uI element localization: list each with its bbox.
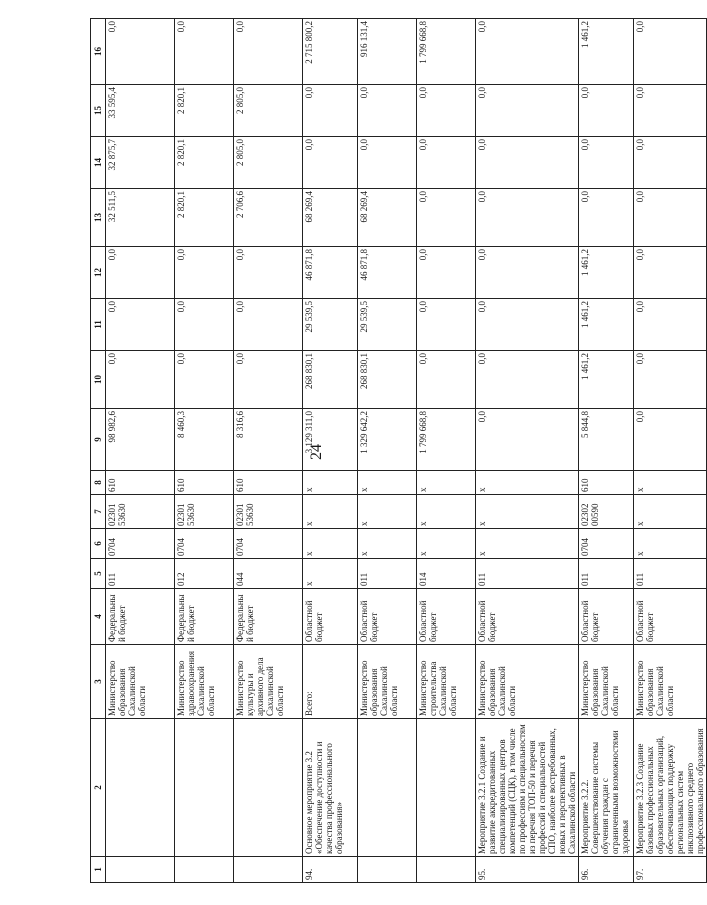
page-number: 24 — [308, 444, 325, 460]
amount: 32 511,5 — [106, 189, 175, 247]
col-header: 14 — [91, 137, 106, 189]
col-header: 3 — [91, 645, 106, 719]
cell: х — [417, 495, 476, 529]
amount: 0,0 — [476, 189, 579, 247]
table-row — [234, 19, 303, 883]
amount: 0,0 — [476, 409, 579, 471]
cell: 0704 — [175, 529, 234, 559]
cell: х — [358, 495, 417, 529]
measure-name: Основное мероприятие 3.2 «Обеспечение доступности и качества профессионального образования» — [303, 719, 358, 857]
amount: 0,0 — [175, 351, 234, 409]
cell: 610 — [106, 471, 175, 495]
col-header: 13 — [91, 189, 106, 247]
amount: 0,0 — [476, 299, 579, 351]
amount: 0,0 — [234, 247, 303, 299]
col-header: 11 — [91, 299, 106, 351]
header-row — [91, 19, 106, 883]
amount: 1 461,2 — [579, 247, 634, 299]
cell: 02302 00590 — [579, 495, 634, 529]
row-number: 97. — [634, 857, 707, 883]
amount: 0,0 — [234, 351, 303, 409]
amount: 0,0 — [175, 247, 234, 299]
measure-name — [175, 719, 234, 857]
executor: Министерство здравоохранения Сахалинской области — [175, 645, 234, 719]
executor: Министерство образования Сахалинской области — [579, 645, 634, 719]
table-row — [303, 19, 358, 883]
table-row — [476, 19, 579, 883]
col-header: 15 — [91, 85, 106, 137]
amount: 2 820,1 — [175, 189, 234, 247]
amount: 5 844,8 — [579, 409, 634, 471]
cell: х — [303, 559, 358, 589]
cell: 02301 53630 — [106, 495, 175, 529]
cell: 02301 53630 — [175, 495, 234, 529]
cell: 011 — [476, 559, 579, 589]
cell: х — [358, 471, 417, 495]
amount: 1 461,2 — [579, 19, 634, 85]
amount: 2 820,1 — [175, 85, 234, 137]
amount: 0,0 — [634, 351, 707, 409]
row-number — [358, 857, 417, 883]
col-header: 10 — [91, 351, 106, 409]
cell: х — [358, 529, 417, 559]
cell: х — [476, 529, 579, 559]
amount: 0,0 — [106, 247, 175, 299]
amount: 2 805,0 — [234, 85, 303, 137]
amount: 0,0 — [106, 19, 175, 85]
executor: Министерство образования Сахалинской области — [476, 645, 579, 719]
amount: 0,0 — [579, 85, 634, 137]
cell: 011 — [358, 559, 417, 589]
amount: 1 329 642,2 — [358, 409, 417, 471]
amount: 68 269,4 — [303, 189, 358, 247]
amount: 0,0 — [358, 85, 417, 137]
amount: 2 820,1 — [175, 137, 234, 189]
cell: х — [634, 471, 707, 495]
cell: 044 — [234, 559, 303, 589]
amount: 0,0 — [234, 299, 303, 351]
table-row — [358, 19, 417, 883]
amount: 0,0 — [106, 299, 175, 351]
cell: 0704 — [579, 529, 634, 559]
funding-source: Областной бюджет — [579, 589, 634, 645]
amount: 29 539,5 — [358, 299, 417, 351]
cell: 014 — [417, 559, 476, 589]
amount: 0,0 — [303, 137, 358, 189]
amount: 0,0 — [579, 189, 634, 247]
row-number — [106, 857, 175, 883]
cell: х — [476, 471, 579, 495]
col-header: 1 — [91, 857, 106, 883]
amount: 268 830,1 — [358, 351, 417, 409]
amount: 0,0 — [579, 137, 634, 189]
cell: 02301 53630 — [234, 495, 303, 529]
amount: 0,0 — [417, 247, 476, 299]
funding-source: Областной бюджет — [358, 589, 417, 645]
amount: 8 316,6 — [234, 409, 303, 471]
amount: 33 595,4 — [106, 85, 175, 137]
table-row — [175, 19, 234, 883]
table-row — [417, 19, 476, 883]
funding-source: Федеральный бюджет — [106, 589, 175, 645]
row-number: 96. — [579, 857, 634, 883]
amount: 0,0 — [417, 299, 476, 351]
amount: 0,0 — [417, 351, 476, 409]
cell: 011 — [579, 559, 634, 589]
amount: 29 539,5 — [303, 299, 358, 351]
cell: х — [634, 495, 707, 529]
funding-source: Областной бюджет — [417, 589, 476, 645]
amount: 32 875,7 — [106, 137, 175, 189]
amount: 0,0 — [634, 299, 707, 351]
amount: 0,0 — [634, 19, 707, 85]
amount: 1 799 668,8 — [417, 409, 476, 471]
cell: 012 — [175, 559, 234, 589]
amount: 916 131,4 — [358, 19, 417, 85]
cell: х — [303, 495, 358, 529]
amount: 2 715 800,2 — [303, 19, 358, 85]
row-number — [234, 857, 303, 883]
amount: 0,0 — [634, 247, 707, 299]
cell: х — [417, 529, 476, 559]
amount: 0,0 — [476, 19, 579, 85]
amount: 0,0 — [634, 409, 707, 471]
amount: 0,0 — [417, 85, 476, 137]
col-header: 4 — [91, 589, 106, 645]
funding-source: Областной бюджет — [303, 589, 358, 645]
table-row — [579, 19, 634, 883]
amount: 0,0 — [417, 189, 476, 247]
rotated-table-wrapper — [90, 19, 705, 883]
amount: 98 982,6 — [106, 409, 175, 471]
cell: х — [417, 471, 476, 495]
cell: 610 — [234, 471, 303, 495]
amount: 46 871,8 — [358, 247, 417, 299]
funding-source: Федеральный бюджет — [175, 589, 234, 645]
cell: х — [634, 529, 707, 559]
measure-name — [234, 719, 303, 857]
measure-name: Мероприятие 3.2.1 Создание и развитие аккредитованных специализированных центров компетенций (СЦК), в том числе по профессиям и специальностям из перечня ТОП-50 и перечня профессий и специальностей СПО, наиболее востребованных, новых и перспективных в Сахалинской области — [476, 719, 579, 857]
funding-source: Областной бюджет — [476, 589, 579, 645]
cell: х — [476, 495, 579, 529]
measure-name: Мероприятие 3.2.3 Создание базовых профессиональных образовательных организаций, обеспечивающих поддержку региональных систем инклюзивного среднего профессионального образования — [634, 719, 707, 857]
table-row — [634, 19, 707, 883]
amount: 1 461,2 — [579, 351, 634, 409]
funding-source: Федеральный бюджет — [234, 589, 303, 645]
amount: 46 871,8 — [303, 247, 358, 299]
executor: Министерство культуры и архивного дела Сахалинской области — [234, 645, 303, 719]
measure-name — [106, 719, 175, 857]
cell: х — [303, 471, 358, 495]
amount: 0,0 — [634, 85, 707, 137]
amount: 1 799 668,8 — [417, 19, 476, 85]
amount: 1 461,2 — [579, 299, 634, 351]
cell: 0704 — [106, 529, 175, 559]
executor: Министерство образования Сахалинской области — [358, 645, 417, 719]
funding-source: Областной бюджет — [634, 589, 707, 645]
cell: 610 — [175, 471, 234, 495]
col-header: 2 — [91, 719, 106, 857]
amount: 8 460,3 — [175, 409, 234, 471]
col-header: 12 — [91, 247, 106, 299]
amount: 0,0 — [358, 137, 417, 189]
amount: 0,0 — [476, 85, 579, 137]
amount: 0,0 — [476, 247, 579, 299]
cell: 011 — [106, 559, 175, 589]
col-header: 16 — [91, 19, 106, 85]
amount: 268 830,1 — [303, 351, 358, 409]
row-number — [417, 857, 476, 883]
budget-table — [90, 18, 707, 883]
col-header: 7 — [91, 495, 106, 529]
row-number: 94. — [303, 857, 358, 883]
measure-name — [358, 719, 417, 857]
amount: 0,0 — [106, 351, 175, 409]
row-number: 95. — [476, 857, 579, 883]
amount: 0,0 — [476, 351, 579, 409]
amount: 0,0 — [634, 189, 707, 247]
amount: 0,0 — [417, 137, 476, 189]
col-header: 5 — [91, 559, 106, 589]
cell: 011 — [634, 559, 707, 589]
amount: 0,0 — [634, 137, 707, 189]
executor: Министерство строительства Сахалинской области — [417, 645, 476, 719]
table-row — [106, 19, 175, 883]
amount: 0,0 — [234, 19, 303, 85]
col-header: 6 — [91, 529, 106, 559]
amount: 0,0 — [175, 19, 234, 85]
amount: 68 269,4 — [358, 189, 417, 247]
col-header: 8 — [91, 471, 106, 495]
executor: Министерство образования Сахалинской области — [634, 645, 707, 719]
amount: 0,0 — [476, 137, 579, 189]
amount: 3 129 311,0 — [303, 409, 358, 471]
measure-name — [417, 719, 476, 857]
measure-name: Мероприятие 3.2.2. Совершенствование системы обучения граждан с ограниченными возможностями здоровья — [579, 719, 634, 857]
amount: 2 805,0 — [234, 137, 303, 189]
cell: 0704 — [234, 529, 303, 559]
amount: 0,0 — [303, 85, 358, 137]
col-header: 9 — [91, 409, 106, 471]
cell: х — [303, 529, 358, 559]
row-number — [175, 857, 234, 883]
amount: 0,0 — [175, 299, 234, 351]
executor: Всего: — [303, 645, 358, 719]
executor: Министерство образования Сахалинской области — [106, 645, 175, 719]
cell: 610 — [579, 471, 634, 495]
amount: 2 706,6 — [234, 189, 303, 247]
